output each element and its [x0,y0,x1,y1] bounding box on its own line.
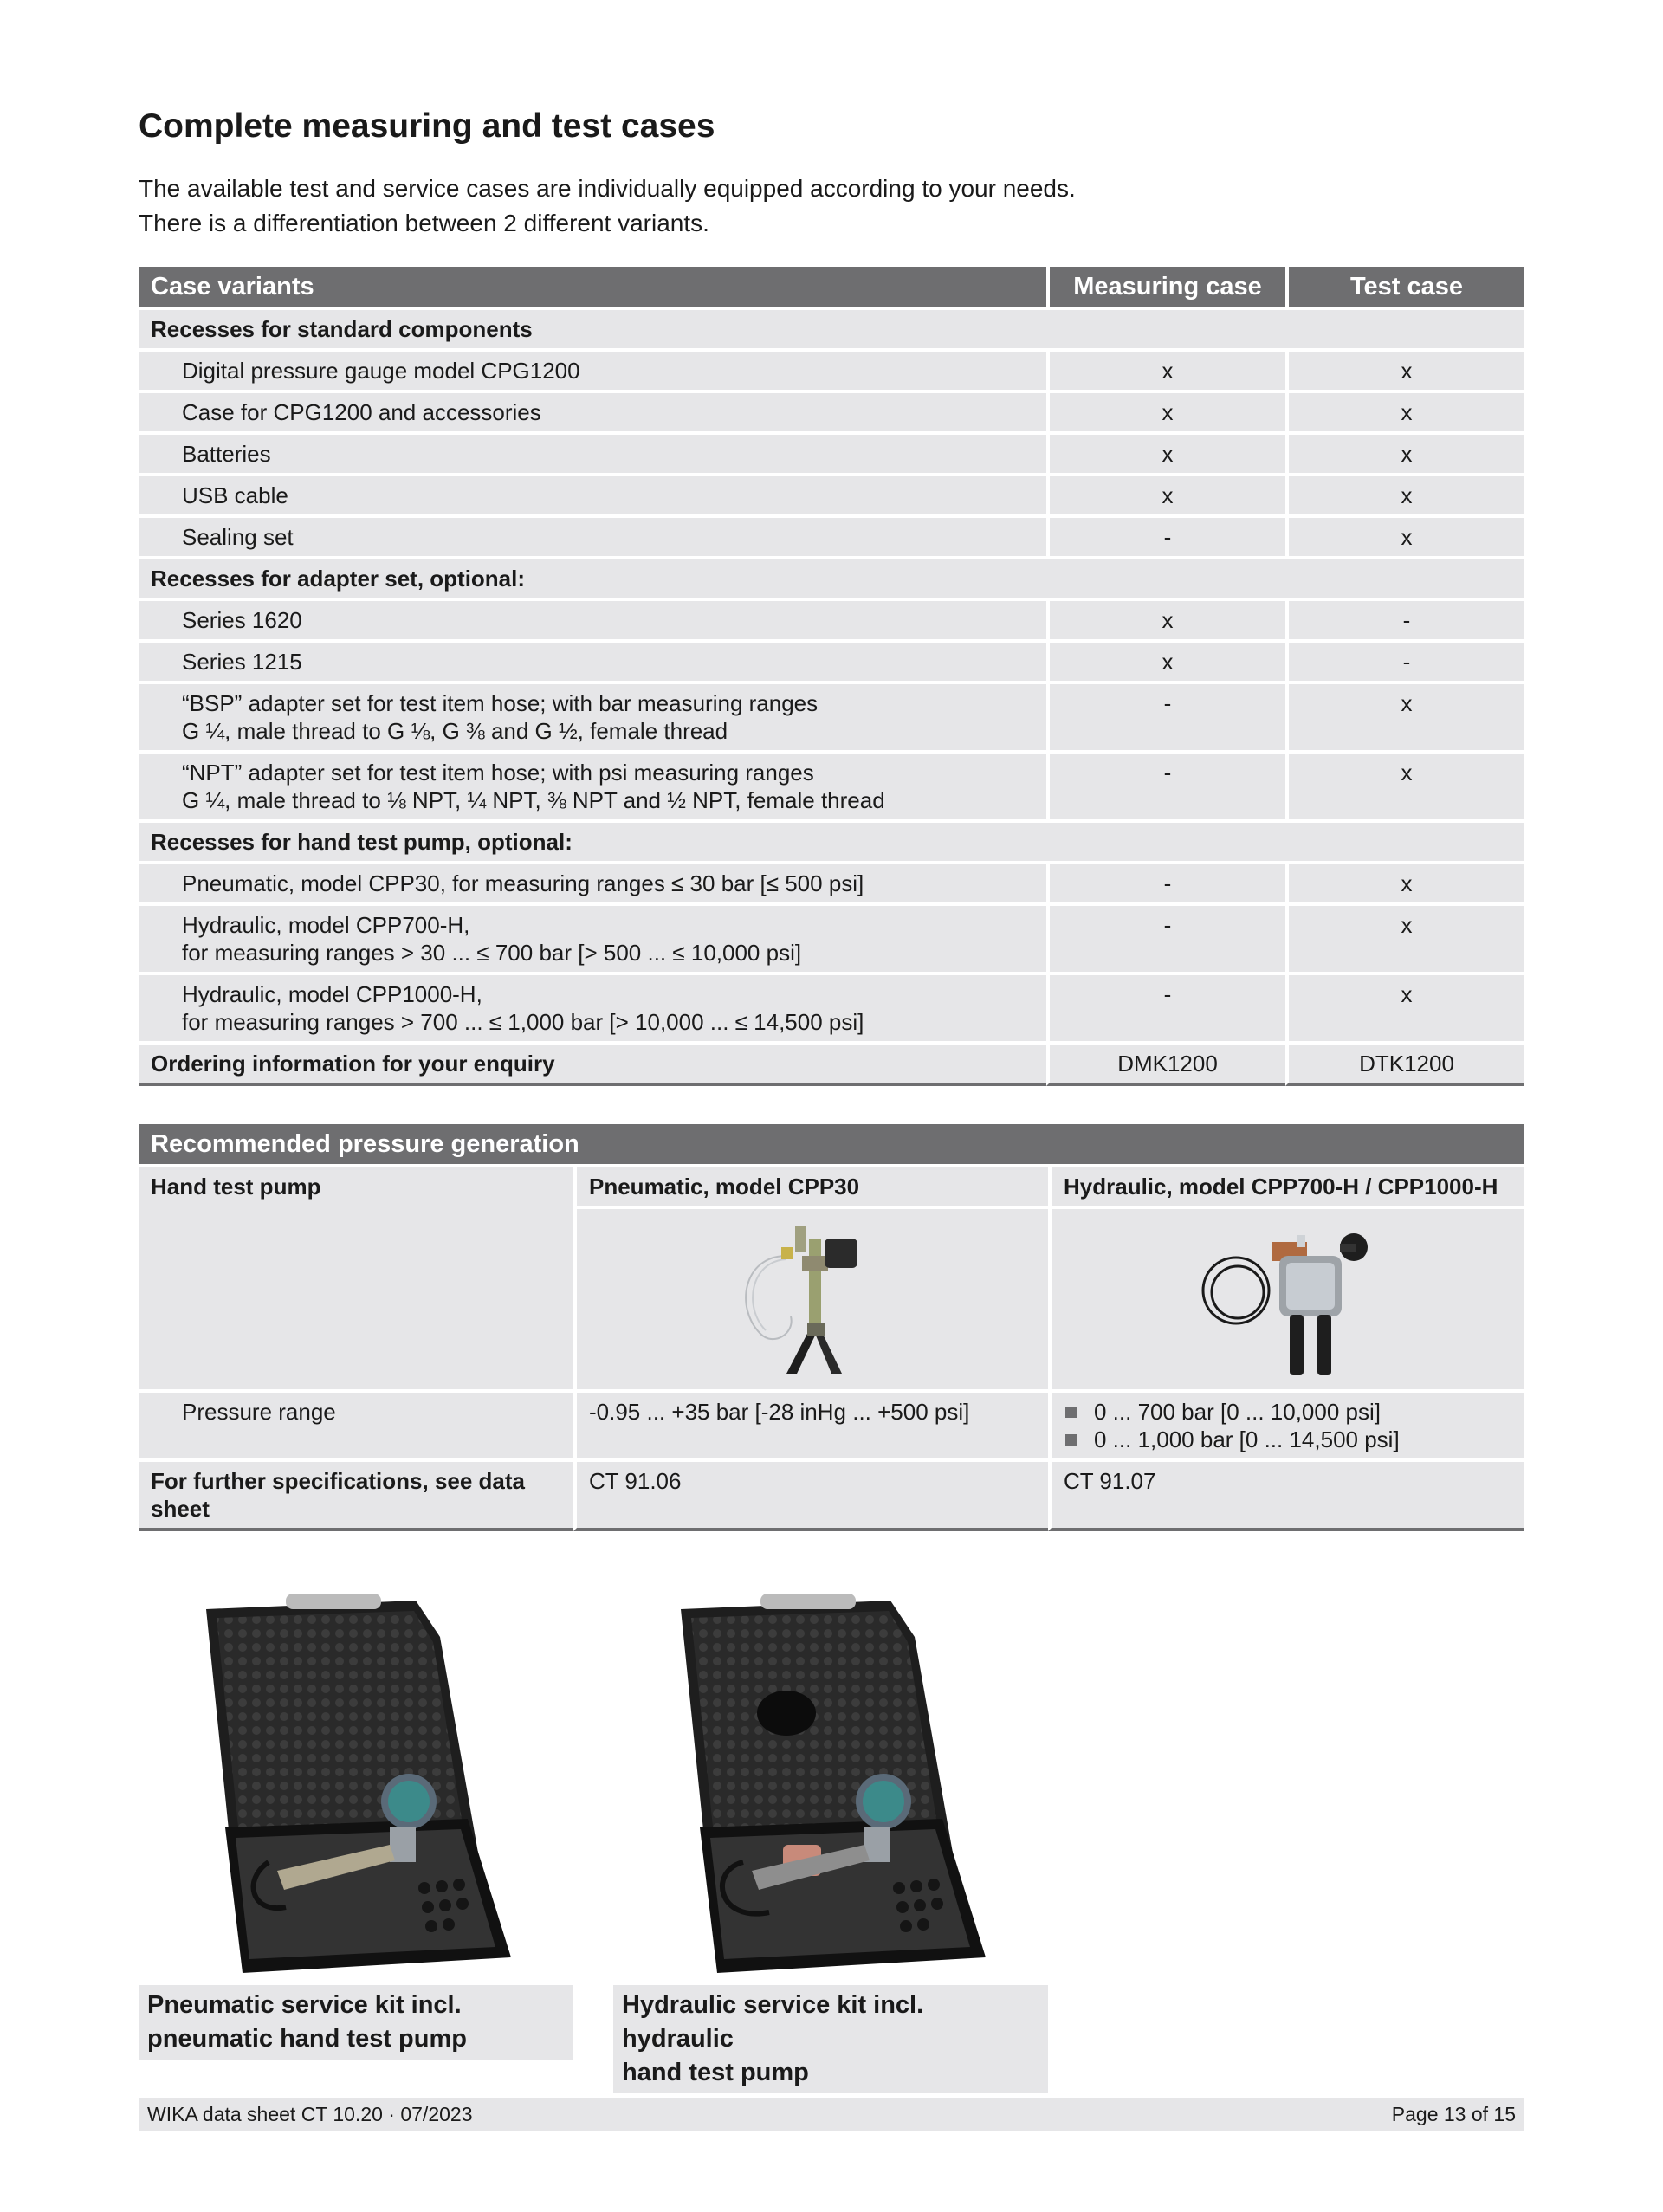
intro-line: There is a differentiation between 2 different variants. [139,210,709,236]
hand-test-pump-label: Hand test pump [139,1167,573,1389]
measuring-case-value: x [1046,601,1285,639]
component-name [139,601,1046,639]
test-case-value: x [1285,975,1524,1041]
page-footer [139,2098,1524,2131]
pneumatic-model-label: Pneumatic, model CPP30 [573,1167,1048,1206]
test-case-value: x [1285,435,1524,473]
pressure-header: Recommended pressure generation [139,1124,1524,1164]
table-row [139,754,1524,819]
table-row [139,684,1524,750]
section-label: Recesses for standard components [139,310,1524,348]
measuring-case-value: - [1046,684,1285,750]
component-name-line: Hydraulic, model CPP1000-H, [182,981,482,1007]
pneumatic-pump-image-cell [573,1209,1048,1389]
hydraulic-range-text: 0 ... 700 bar [0 ... 10,000 psi] [1094,1399,1381,1425]
test-case-value: x [1285,864,1524,902]
component-name-line: USB cable [182,482,288,508]
component-name-line: G ¼, male thread to ⅛ NPT, ¼ NPT, ⅜ NPT and ½ NPT, female thread [182,787,885,813]
test-case-value: x [1285,393,1524,431]
pneumatic-pressure-range: -0.95 ... +35 bar [-28 inHg ... +500 psi] [573,1393,1048,1458]
table-row [139,1462,1524,1531]
ordering-label: Ordering information for your enquiry [139,1045,1046,1086]
case-variants-table [139,263,1524,1090]
component-name [139,643,1046,681]
measuring-case-value: - [1046,975,1285,1041]
component-name-line: “NPT” adapter set for test item hose; with psi measuring ranges [182,760,814,786]
table-row [139,1167,1524,1206]
list-item [1064,1426,1512,1453]
pressure-generation-table [139,1121,1524,1535]
measuring-case-value: x [1046,352,1285,390]
table-row [139,476,1524,514]
caption-line: hand test pump [622,2059,809,2086]
section-row [139,559,1524,598]
test-case-value: x [1285,476,1524,514]
pneumatic-kit-image [139,1585,573,1983]
intro-line: The available test and service cases are individually equipped according to your needs. [139,175,1076,202]
measuring-case-value: x [1046,435,1285,473]
hydraulic-kit-image [613,1585,1048,1983]
header-test-case: Test case [1285,267,1524,307]
component-name [139,435,1046,473]
measuring-case-value: x [1046,643,1285,681]
ordering-row [139,1045,1524,1086]
page-title: Complete measuring and test cases [139,107,715,145]
header-case-variants: Case variants [139,267,1046,307]
case-variants-body [139,310,1524,1086]
hydraulic-pressure-ranges [1048,1393,1524,1458]
table-row [139,601,1524,639]
table-row [139,906,1524,972]
measuring-case-value: - [1046,906,1285,972]
measuring-case-value: x [1046,476,1285,514]
hydraulic-pump-image-cell [1048,1209,1524,1389]
table-row [139,975,1524,1041]
measuring-case-order-code: DMK1200 [1046,1045,1285,1086]
test-case-value: - [1285,643,1524,681]
pneumatic-kit [139,1585,573,1988]
square-bullet-icon [1065,1407,1077,1418]
caption-line: Pneumatic service kit incl. [147,1991,462,2019]
test-case-order-code: DTK1200 [1285,1045,1524,1086]
intro-text [139,171,1076,241]
table-header-row [139,267,1524,307]
spec-label: For further specifications, see data sheet [139,1462,573,1531]
test-case-value: x [1285,352,1524,390]
component-name [139,393,1046,431]
table-row [139,518,1524,556]
component-name [139,684,1046,750]
measuring-case-value: - [1046,518,1285,556]
component-name [139,975,1046,1041]
component-name-line: Sealing set [182,524,294,550]
table-row [139,393,1524,431]
hydraulic-pump-image [1193,1221,1383,1377]
section-label: Recesses for adapter set, optional: [139,559,1524,598]
component-name-line: Series 1620 [182,607,302,633]
pneumatic-kit-caption [139,1985,573,2060]
test-case-value: - [1285,601,1524,639]
test-case-value: x [1285,518,1524,556]
test-case-value: x [1285,906,1524,972]
component-name [139,476,1046,514]
square-bullet-icon [1065,1434,1077,1446]
table-row [139,352,1524,390]
component-name [139,754,1046,819]
component-name [139,906,1046,972]
list-item [1064,1398,1512,1426]
component-name-line: Hydraulic, model CPP700-H, [182,912,470,938]
test-case-value: x [1285,754,1524,819]
component-name-line: Series 1215 [182,649,302,675]
section-row [139,823,1524,861]
caption-line: pneumatic hand test pump [147,2025,467,2053]
hydraulic-model-label: Hydraulic, model CPP700-H / CPP1000-H [1048,1167,1524,1206]
component-name-line: G ¼, male thread to G ⅛, G ⅜ and G ½, female thread [182,718,728,744]
caption-line: Hydraulic service kit incl. hydraulic [622,1991,924,2053]
header-measuring-case: Measuring case [1046,267,1285,307]
table-row [139,864,1524,902]
hydraulic-kit-caption [613,1985,1048,2093]
component-name [139,352,1046,390]
component-name-line: Case for CPG1200 and accessories [182,399,541,425]
component-name-line: for measuring ranges > 700 ... ≤ 1,000 bar [> 10,000 ... ≤ 14,500 psi] [182,1009,864,1035]
section-row [139,310,1524,348]
footer-page-number: Page 13 of 15 [1391,2102,1516,2125]
measuring-case-value: - [1046,754,1285,819]
measuring-case-value: x [1046,393,1285,431]
component-name-line: for measuring ranges > 30 ... ≤ 700 bar [> 500 ... ≤ 10,000 psi] [182,940,802,966]
pressure-range-label: Pressure range [139,1393,573,1458]
section-label: Recesses for hand test pump, optional: [139,823,1524,861]
test-case-value: x [1285,684,1524,750]
table-row [139,643,1524,681]
hydraulic-data-sheet: CT 91.07 [1048,1462,1524,1531]
component-name-line: Pneumatic, model CPP30, for measuring ranges ≤ 30 bar [≤ 500 psi] [182,870,864,896]
table-row [139,435,1524,473]
table-row [139,1393,1524,1458]
component-name-line: “BSP” adapter set for test item hose; with bar measuring ranges [182,690,819,716]
footer-document-info: WIKA data sheet CT 10.20 · 07/2023 [147,2102,473,2125]
hydraulic-kit [613,1585,1048,1988]
pneumatic-data-sheet: CT 91.06 [573,1462,1048,1531]
pneumatic-pump-image [726,1221,899,1377]
component-name-line: Batteries [182,441,271,467]
measuring-case-value: - [1046,864,1285,902]
component-name [139,518,1046,556]
hydraulic-range-text: 0 ... 1,000 bar [0 ... 14,500 psi] [1094,1426,1400,1452]
component-name [139,864,1046,902]
component-name-line: Digital pressure gauge model CPG1200 [182,358,580,384]
